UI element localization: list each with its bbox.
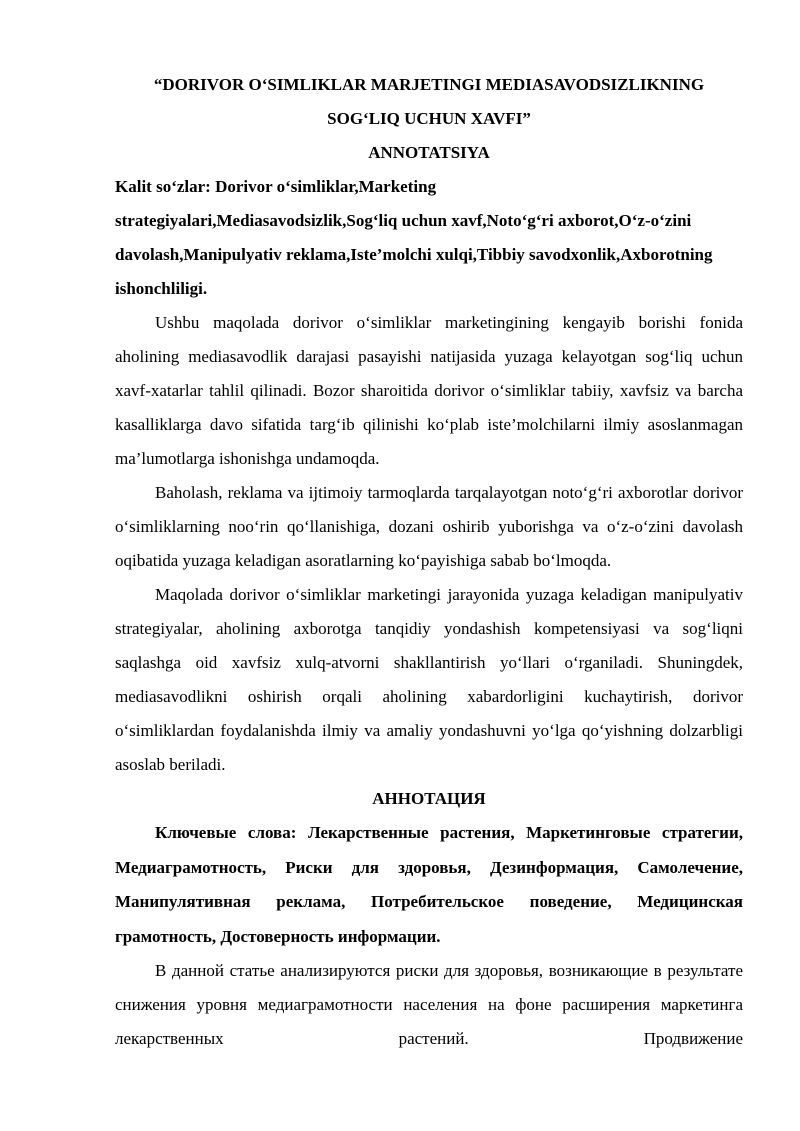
article-title-line-2: SOG‘LIQ UCHUN XAVFI” [327,109,531,128]
article-page [115,68,743,1056]
annotation-heading-uz: ANNOTATSIYA [368,143,490,162]
abstract-paragraph-uz-1: Ushbu maqolada dorivor o‘simliklar marketingining kengayib borishi fonida aholining mediasavodlik darajasi pasayishi natijasida yuzaga kelayotgan sog‘liq uchun xavf-xatarlar tahlil qilinadi. Bozor sharoitida dorivor o‘simliklar tabiiy, xavfsiz va barcha kasalliklarga davo sifatida targ‘ib qilinishi ko‘plab iste’molchilarni ilmiy asoslanmagan ma’lumotlarga ishonishga undamoqda. [115,313,743,468]
abstract-paragraph-ru: В данной статье анализируются риски для здоровья, возникающие в результате снижения уровня медиаграмотности населения на фоне расширения маркетинга лекарственных растений. Продвижение [115,961,743,1048]
keywords-ru: Ключевые слова: Лекарственные растения, Маркетинговые стратегии, Медиаграмотность, Риски для здоровья, Дезинформация, Самолечение, Манипулятивная реклама, Потребительское поведение, Медицинская грамотность, Достоверность информации. [115,823,743,946]
abstract-paragraph-uz-2: Baholash, reklama va ijtimoiy tarmoqlarda tarqalayotgan noto‘g‘ri axborotlar dorivor o‘simliklarning noo‘rin qo‘llanishiga, dozani oshirib yuborishga va o‘z-o‘zini davolash oqibatida yuzaga keladigan asoratlarning ko‘payishiga sabab bo‘lmoqda. [115,483,743,570]
article-title-line-1: “DORIVOR O‘SIMLIKLAR MARJETINGI MEDIASAVODSIZLIKNING [153,75,705,94]
annotation-heading-ru: АННОТАЦИЯ [372,789,486,808]
keywords-uz: Kalit so‘zlar: Dorivor o‘simliklar,Marketing strategiyalari,Mediasavodsizlik,Sog‘liq uchun xavf,Noto‘g‘ri axborot,O‘z-o‘zini davolash,Manipulyativ reklama,Iste’molchi xulqi,Tibbiy savodxonlik,Axborotning ishonchliligi. [115,177,713,298]
abstract-paragraph-uz-3: Maqolada dorivor o‘simliklar marketingi jarayonida yuzaga keladigan manipulyativ strategiyalar, aholining axborotga tanqidiy yondashish kompetensiyasi va sog‘liqni saqlashga oid xavfsiz xulq-atvorni shakllantirish yo‘llari o‘rganiladi. Shuningdek, mediasavodlikni oshirish orqali aholining xabardorligini kuchaytirish, dorivor o‘simliklardan foydalanishda ilmiy va amaliy yondashuvni yo‘lga qo‘yishning dolzarbligi asoslab beriladi. [115,585,743,774]
